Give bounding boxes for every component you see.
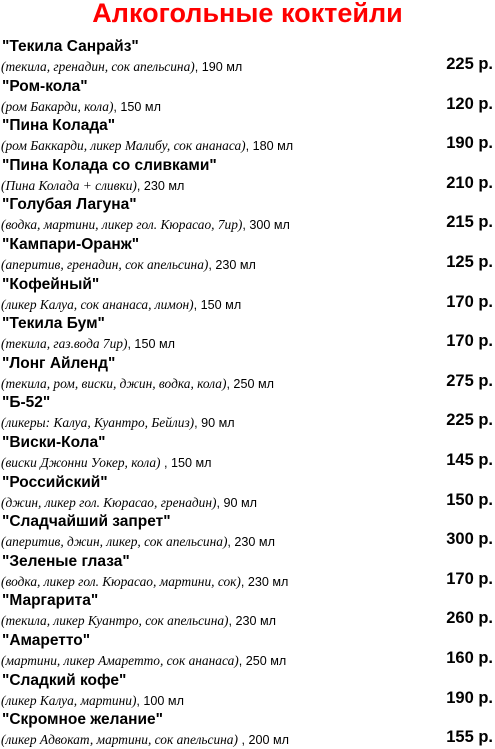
cocktail-ingredients: (аперитив, гренадин, сок апельсина) (1, 256, 209, 272)
cocktail-ingredients: (ликер Калуа, мартини) (1, 692, 137, 708)
cocktail-volume: , 230 мл (228, 614, 277, 629)
cocktail-name: "Скромное желание" (2, 711, 163, 729)
cocktail-price: 120 р. (446, 94, 493, 113)
cocktail-ingredients: (Пина Колада + сливки) (1, 177, 137, 193)
cocktail-description (1, 692, 184, 710)
cocktail-ingredients: (текила, гренадин, сок апельсина) (1, 59, 195, 74)
cocktail-volume: , 90 мл (194, 416, 235, 431)
cocktail-volume: , 230 мл (240, 574, 289, 589)
cocktail-description (1, 335, 175, 353)
cocktail-description (1, 494, 257, 512)
cocktail-price: 170 р. (446, 569, 493, 588)
cocktail-name: "Голубая Лагуна" (2, 196, 137, 214)
page-title: Алкогольные коктейли (92, 0, 403, 28)
cocktail-volume: , 150 мл (113, 99, 161, 114)
menu-item (0, 511, 495, 551)
cocktail-name: "Сладчайший запрет" (2, 513, 171, 531)
menu-item (0, 115, 495, 155)
menu-item (0, 76, 495, 116)
menu-item (0, 590, 495, 630)
cocktail-price: 260 р. (446, 609, 493, 628)
cocktail-name: "Виски-Кола" (2, 433, 106, 451)
menu-item (0, 670, 495, 710)
menu-item (0, 630, 495, 670)
cocktail-volume: , 300 мл (242, 218, 290, 233)
menu-item (0, 472, 495, 512)
cocktail-ingredients: (водка, ликер гол. Кюрасао, мартини, сок) (1, 573, 241, 589)
cocktail-description (1, 612, 276, 630)
cocktail-volume: , 230 мл (227, 535, 275, 550)
cocktail-price: 160 р. (446, 648, 493, 667)
cocktail-name: "Текила Санрайз" (2, 38, 139, 55)
cocktail-price: 125 р. (446, 252, 493, 271)
cocktail-ingredients: (виски Джонни Уокер, кола) (1, 454, 161, 470)
menu-item (0, 194, 495, 234)
cocktail-price: 225 р. (446, 55, 493, 73)
cocktail-volume: , 150 мл (127, 337, 175, 352)
cocktail-name: "Российский" (2, 473, 108, 491)
cocktail-ingredients: (ром Бакарди, кола) (1, 98, 114, 114)
cocktail-description (1, 296, 241, 314)
cocktail-volume: , 230 мл (136, 178, 185, 193)
cocktail-price: 225 р. (446, 411, 493, 430)
cocktail-description (1, 58, 242, 76)
cocktail-volume: , 190 мл (194, 60, 243, 74)
cocktail-ingredients: (аперитив, джин, ликер, сок апельсина) (1, 534, 228, 550)
cocktail-name: "Кампари-Оранж" (2, 235, 140, 253)
cocktail-ingredients: (текила, ром, виски, джин, водка, кола) (1, 375, 227, 391)
cocktail-description (1, 177, 184, 195)
cocktail-name: "Маргарита" (2, 592, 99, 610)
menu-item (0, 274, 495, 314)
menu-item (0, 709, 495, 749)
cocktail-description (1, 375, 274, 393)
cocktail-volume: , 200 мл (237, 733, 289, 748)
cocktail-name: "Ром-кола" (2, 77, 88, 95)
cocktail-price: 155 р. (446, 728, 493, 747)
cocktail-description (1, 137, 293, 155)
cocktail-volume: , 230 мл (208, 257, 256, 272)
cocktail-ingredients: (джин, ликер гол. Кюрасао, гренадин) (1, 494, 217, 510)
cocktail-volume: , 250 мл (226, 376, 274, 391)
cocktail-price: 150 р. (446, 490, 493, 509)
cocktail-price: 300 р. (446, 530, 493, 549)
cocktail-volume: , 150 мл (160, 455, 212, 470)
cocktail-price: 190 р. (446, 688, 493, 707)
cocktail-ingredients: (текила, газ.вода 7ир) (1, 336, 128, 352)
menu-item (0, 313, 495, 353)
menu-item (0, 432, 495, 472)
cocktail-price: 215 р. (446, 213, 493, 232)
cocktail-price: 145 р. (446, 450, 493, 469)
cocktail-ingredients: (ром Баккарди, ликер Малибу, сок ананаса) (1, 138, 246, 154)
menu-item (0, 551, 495, 591)
cocktail-ingredients: (ликер Адвокат, мартини, сок апельсина) (1, 732, 238, 748)
cocktail-description (1, 98, 161, 116)
cocktail-description (1, 454, 212, 472)
cocktail-name: "Пина Колада" (2, 117, 116, 135)
cocktail-name: "Зеленые глаза" (2, 552, 130, 570)
menu-item (0, 36, 495, 76)
cocktail-volume: , 250 мл (238, 653, 287, 668)
cocktail-description (1, 256, 256, 274)
cocktail-name: "Сладкий кофе" (2, 671, 127, 689)
cocktail-name: "Пина Колада со сливками" (2, 156, 217, 174)
cocktail-list (0, 36, 495, 749)
cocktail-price: 210 р. (446, 173, 493, 192)
cocktail-ingredients: (ликер Калуа, сок ананаса, лимон) (1, 296, 194, 312)
cocktail-ingredients: (ликеры: Калуа, Куантро, Бейлиз) (1, 415, 195, 431)
cocktail-ingredients: (водка, мартини, ликер гол. Кюрасао, 7ир) (1, 217, 243, 233)
cocktail-volume: , 100 мл (136, 693, 184, 708)
cocktail-price: 170 р. (446, 292, 493, 311)
cocktail-volume: , 180 мл (245, 139, 294, 154)
cocktail-price: 190 р. (446, 134, 493, 153)
cocktail-name: "Текила Бум" (2, 315, 105, 333)
cocktail-name: "Лонг Айленд" (2, 354, 116, 372)
cocktail-ingredients: (мартини, ликер Амаретто, сок ананаса) (1, 652, 239, 668)
cocktail-description (1, 533, 275, 551)
cocktail-volume: , 90 мл (216, 495, 257, 510)
cocktail-description (1, 652, 286, 670)
cocktail-name: "Б-52" (2, 394, 51, 412)
menu-item (0, 234, 495, 274)
menu-item (0, 155, 495, 195)
cocktail-description (1, 414, 235, 432)
cocktail-volume: , 150 мл (193, 297, 242, 312)
cocktail-description (1, 216, 290, 234)
cocktail-price: 170 р. (446, 332, 493, 351)
cocktail-name: "Амаретто" (2, 631, 91, 649)
cocktail-ingredients: (текила, ликер Куантро, сок апельсина) (1, 613, 229, 629)
menu-item (0, 392, 495, 432)
menu-item (0, 353, 495, 393)
cocktail-name: "Кофейный" (2, 275, 100, 293)
cocktail-price: 275 р. (446, 371, 493, 390)
cocktail-description (1, 573, 288, 591)
cocktail-description (1, 731, 289, 749)
